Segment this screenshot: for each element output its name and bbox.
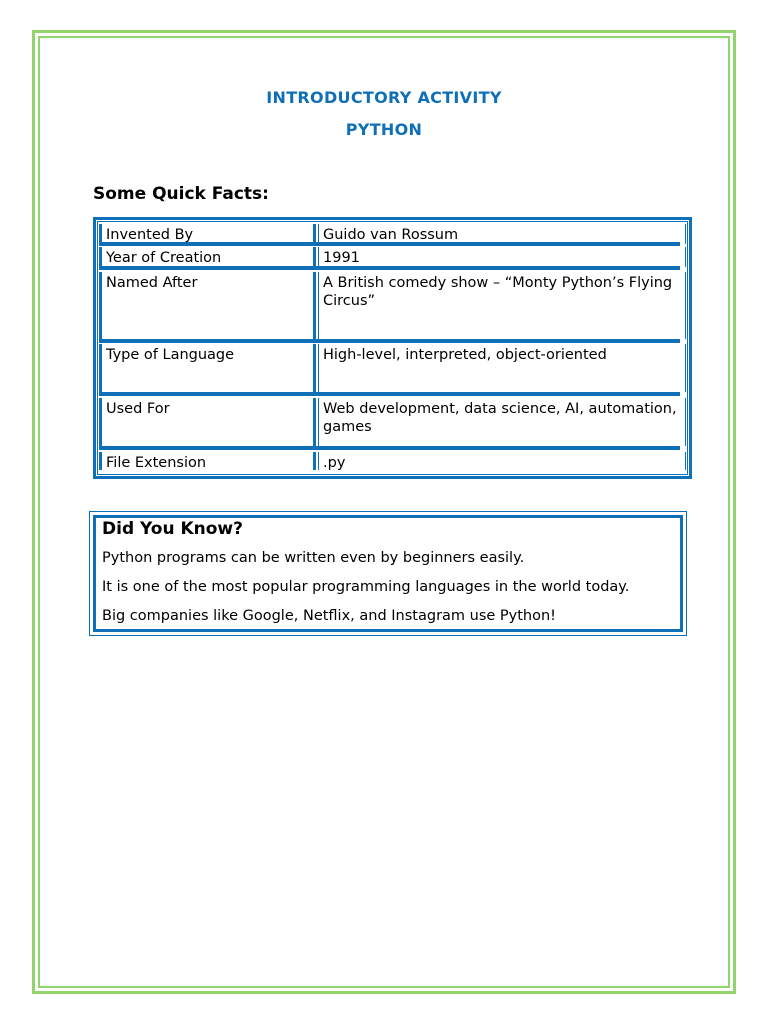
- row-divider: [99, 242, 680, 246]
- fact-key-cell: Invented By: [99, 224, 316, 244]
- did-you-know-line: Big companies like Google, Netflix, and Instagram use Python!: [102, 608, 556, 624]
- row-divider: [99, 266, 680, 270]
- fact-value-cell: .py: [318, 452, 686, 470]
- document-subtitle: PYTHON: [345, 120, 423, 139]
- fact-key-cell: Type of Language: [99, 344, 316, 392]
- row-divider: [99, 339, 680, 343]
- fact-value-cell: 1991: [318, 247, 686, 267]
- row-divider: [99, 446, 680, 450]
- document-title: INTRODUCTORY ACTIVITY: [266, 88, 502, 107]
- fact-value-cell: Guido van Rossum: [318, 224, 686, 244]
- section-heading: Some Quick Facts:: [93, 184, 269, 204]
- fact-key-cell: Named After: [99, 272, 316, 339]
- row-divider: [99, 392, 680, 396]
- fact-value-cell: A British comedy show – “Monty Python’s Flying Circus”: [318, 272, 686, 339]
- did-you-know-heading: Did You Know?: [102, 519, 243, 539]
- fact-value-cell: High-level, interpreted, object-oriented: [318, 344, 686, 392]
- fact-key-cell: Year of Creation: [99, 247, 316, 267]
- did-you-know-line: Python programs can be written even by beginners easily.: [102, 550, 525, 566]
- did-you-know-line: It is one of the most popular programming languages in the world today.: [102, 579, 630, 595]
- fact-value-cell: Web development, data science, AI, automation, games: [318, 398, 686, 446]
- fact-key-cell: Used For: [99, 398, 316, 446]
- fact-key-cell: File Extension: [99, 452, 316, 470]
